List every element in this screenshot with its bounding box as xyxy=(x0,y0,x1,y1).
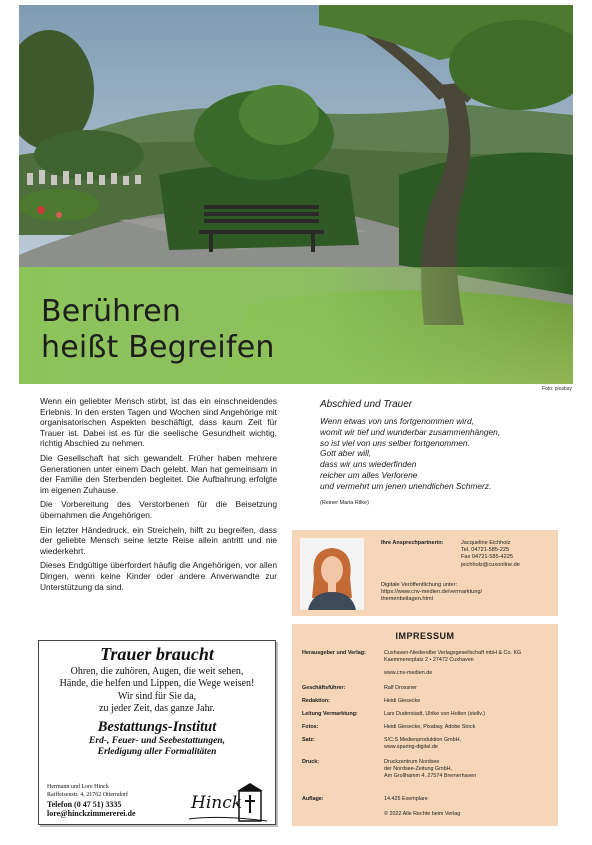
hero-title-line-1: Berühren xyxy=(41,294,182,329)
impressum-value xyxy=(384,685,554,692)
contact-email[interactable]: jeichholz@cuxonline.de xyxy=(461,561,520,568)
ad-logo-text: Hinck xyxy=(191,793,243,813)
impressum-label: Druck: xyxy=(302,759,320,765)
poem-title: Abschied und Trauer xyxy=(320,399,413,410)
impressum-box xyxy=(292,624,558,826)
person-portrait-icon xyxy=(300,538,364,610)
article-paragraph: Die Vorbereitung des Verstorbenen für die Beisetzung übernahmen die Angehörigen. xyxy=(40,499,277,520)
hero-photo xyxy=(19,5,573,384)
impressum-line: Heidi Giesecke xyxy=(384,698,421,704)
digital-url-line-2[interactable]: themenbeilagen.html xyxy=(381,596,433,603)
impressum-label: Auflage: xyxy=(302,796,324,802)
impressum-line: Kaemmererplatz 2 • 27472 Cuxhaven xyxy=(384,656,474,663)
ad-logo xyxy=(189,783,271,823)
impressum-line: Heidi Giesecke, Pixabay, Adobe Stock xyxy=(384,724,476,730)
ad-contact xyxy=(47,784,197,818)
poem xyxy=(320,399,570,506)
impressum-line: 14.425 Exemplare xyxy=(384,796,428,802)
impressum-value xyxy=(384,698,554,705)
impressum-copyright: © 2022 Alle Rechte beim Verlag xyxy=(384,811,461,817)
article-paragraph: Wenn ein geliebter Mensch stirbt, ist das ein einschneidendes Erlebnis. In den ersten Tagen und Wochen sind Angehörige mit organisatorischen Aspekten beschäftigt, dass kaum Zeit für Trauer ist. Dabei ist es für die seelische Gesundheit wichtig, richtig Abschied zu nehmen. xyxy=(40,396,277,449)
ad-phone: Telefon (0 47 51) 3335 xyxy=(47,799,122,809)
funeral-home-ad xyxy=(38,640,276,825)
article-body xyxy=(40,396,277,596)
ad-email[interactable]: lore@hinckzimmererei.de xyxy=(47,808,136,818)
ad-services xyxy=(39,736,275,758)
impressum-value xyxy=(384,724,554,731)
impressum-label: Geschäftsführer: xyxy=(302,685,346,691)
impressum-label: Leitung Vermarktung: xyxy=(302,711,358,717)
impressum-label: Fotos: xyxy=(302,724,319,730)
ad-verse-line: Ohren, die zuhören, Augen, die weit sehen, xyxy=(70,666,244,677)
contact-name: Jacqueline Eichholz xyxy=(461,540,511,546)
impressum-line[interactable]: www.cnv-medien.de xyxy=(384,670,433,677)
ad-headline: Trauer braucht xyxy=(100,644,214,664)
impressum-value xyxy=(384,737,554,751)
ad-verse-line: Wir sind für Sie da, xyxy=(117,690,197,702)
impressum-label: Herausgeber und Verlag: xyxy=(302,650,366,656)
contact-label: Ihre Ansprechpartnerin: xyxy=(381,540,444,546)
article-paragraph: Dieses Endgültige überfordert häufig die Angehörigen, vor allen Dingen, wenn keine Kinder oder andere Anverwandte zur Unterstützung da sind. xyxy=(40,560,277,592)
poem-line: reicher um alles Verlorene xyxy=(320,469,418,480)
digital-url-line-1[interactable]: https://www.cnv-medien.de/vermarktung/ xyxy=(381,589,483,596)
poem-line: Gott aber will, xyxy=(320,448,372,459)
impressum-line: der Nordsee-Zeitung GmbH, xyxy=(384,765,453,772)
poem-line: dass wir uns wiederfinden xyxy=(320,459,417,470)
ad-verse xyxy=(39,666,275,716)
impressum-value xyxy=(384,711,554,718)
ad-service-line: Erledigung aller Formalitäten xyxy=(97,746,217,757)
hero-title-line-2: heißt Begreifen xyxy=(41,330,275,365)
ad-owners: Hermann und Lore Hinck xyxy=(47,784,109,790)
impressum-line: S!C:S Medienproduktion GmbH, xyxy=(384,737,462,743)
impressum-label: Satz: xyxy=(302,737,315,743)
poem-line: Wenn etwas von uns fortgenommen wird, xyxy=(320,416,474,426)
impressum-line: Druckzentrum Nordsee xyxy=(384,759,440,765)
impressum-label: Redaktion: xyxy=(302,698,330,704)
contact-tel: Tel. 04721-585-225 xyxy=(461,547,510,554)
contact-fax: Fax 04721-585-4225 xyxy=(461,554,513,561)
hero-title xyxy=(41,294,275,366)
contact-box xyxy=(292,530,558,616)
impressum-line xyxy=(384,664,554,671)
poem-lines xyxy=(320,416,570,492)
digital-publication xyxy=(381,582,482,604)
photo-credit: Foto: pixabay xyxy=(541,386,572,392)
contact-person-photo xyxy=(300,538,364,610)
ad-verse-line: zu jeder Zeit, das ganze Jahr. xyxy=(99,703,215,715)
impressum-value xyxy=(384,650,554,677)
article-paragraph: Ein letzter Händedruck, ein Streicheln, hilft zu begreifen, dass der geliebte Mensch seine letzte Reise allein antritt und nie wiederkehrt. xyxy=(40,524,277,556)
impressum-value xyxy=(384,759,554,779)
impressum-title: IMPRESSUM xyxy=(395,631,455,641)
poem-author: (Reiner Maria Rilke) xyxy=(320,499,369,506)
contact-info xyxy=(461,540,520,569)
impressum-line: Lars Duderstadt, Ulrike von Holten (stellv.) xyxy=(384,711,485,717)
poem-line: so ist viel von uns selber fortgenommen. xyxy=(320,437,470,448)
digital-label: Digitale Veröffentlichung unter: xyxy=(381,582,458,588)
impressum-value xyxy=(384,796,554,803)
poem-line: und vermehrt um jenen unendlichen Schmerz. xyxy=(320,480,492,491)
impressum-line[interactable]: www.sparing-digital.de xyxy=(384,743,438,750)
impressum-line: Ralf Drossner xyxy=(384,685,417,691)
impressum-line: Cuxhaven-Niederelbe Verlagsgesellschaft mbH & Co. KG xyxy=(384,650,522,656)
article-paragraph: Die Gesellschaft hat sich gewandelt. Früher haben mehrere Generationen unter einem Dach gelebt. Man hat gemeinsam in der Familie den Sterbenden begleitet. Die Aufbahrung erfolgte im eigenen Zuhause. xyxy=(40,452,277,495)
impressum-line: Am Grollhamm 4, 27574 Bremerhaven xyxy=(384,772,477,779)
ad-address: Raiffeisenstr. 4, 21762 Otterndorf xyxy=(47,791,129,798)
ad-company-name: Bestattungs-Institut xyxy=(97,718,217,735)
ad-service-line: Erd-, Feuer- und Seebestattungen, xyxy=(89,735,225,746)
ad-verse-line: Hände, die helfen und Lippen, die Wege weisen! xyxy=(59,678,255,690)
poem-line: womit wir tief und wunderbar zusammenhängen, xyxy=(320,426,501,437)
impressum-value xyxy=(384,811,554,818)
